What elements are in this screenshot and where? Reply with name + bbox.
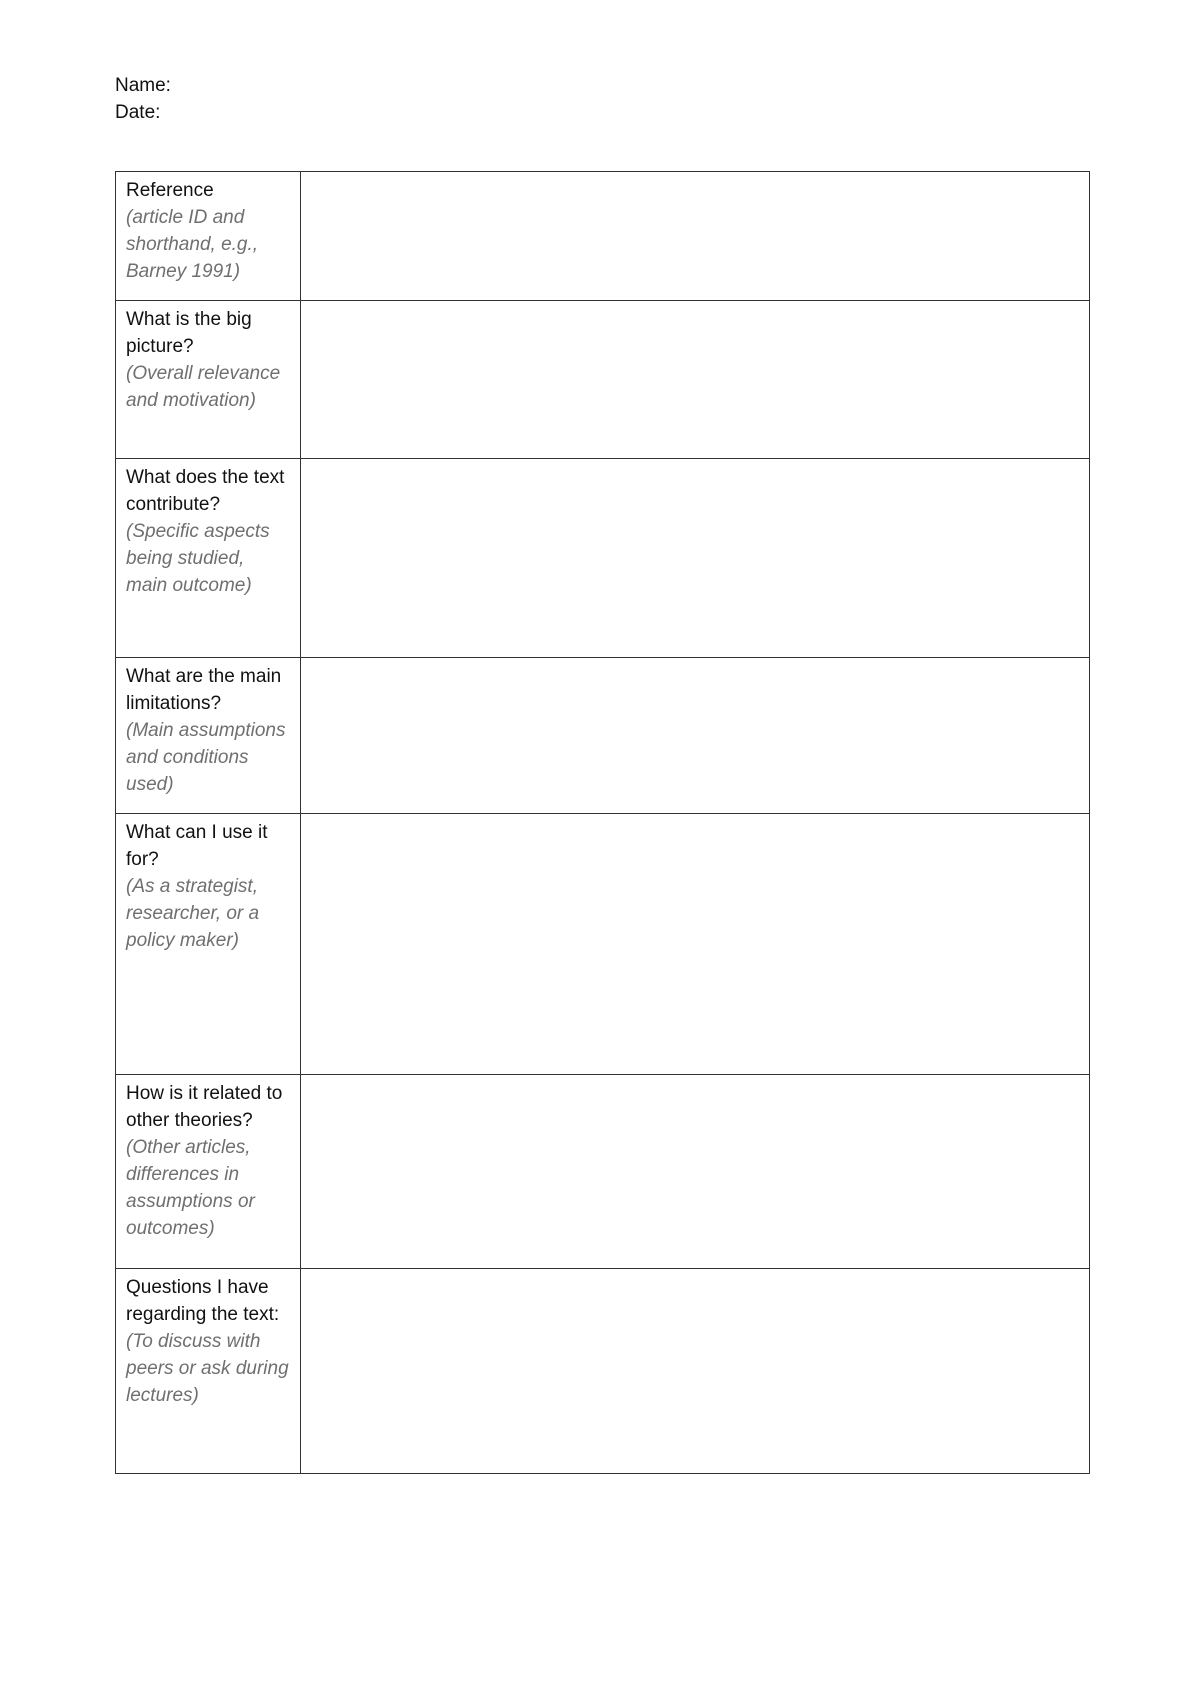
row-label-cell xyxy=(116,814,301,1075)
hint-text: (Specific aspects being studied, main outcome) xyxy=(126,521,270,596)
row-label-cell xyxy=(116,301,301,459)
answer-cell[interactable] xyxy=(301,1075,1090,1269)
table-row xyxy=(116,1075,1090,1269)
question-text: What can I use it for? xyxy=(126,822,268,870)
date-label: Date: xyxy=(115,102,161,123)
hint-text: (Main assumptions and conditions used) xyxy=(126,720,286,795)
question-text: What are the main limitations? xyxy=(126,666,282,714)
row-label-cell xyxy=(116,459,301,658)
hint-text: (As a strategist, researcher, or a policy maker) xyxy=(126,876,260,951)
table-row xyxy=(116,814,1090,1075)
hint-text: (Other articles, differences in assumptions or outcomes) xyxy=(126,1137,255,1239)
answer-cell[interactable] xyxy=(301,814,1090,1075)
table-row xyxy=(116,1269,1090,1474)
hint-text: (To discuss with peers or ask during lectures) xyxy=(126,1331,289,1406)
document-header xyxy=(115,72,171,126)
table-row xyxy=(116,459,1090,658)
table-row xyxy=(116,172,1090,301)
hint-text: (Overall relevance and motivation) xyxy=(126,363,281,411)
question-text: What does the text contribute? xyxy=(126,467,285,515)
row-label-cell xyxy=(116,1269,301,1474)
question-text: Questions I have regarding the text: xyxy=(126,1277,280,1325)
reading-summary-table xyxy=(115,171,1090,1474)
answer-cell[interactable] xyxy=(301,172,1090,301)
table-row xyxy=(116,658,1090,814)
answer-cell[interactable] xyxy=(301,658,1090,814)
hint-text: (article ID and shorthand, e.g., Barney 1991) xyxy=(126,207,259,282)
question-text: Reference xyxy=(126,180,214,201)
answer-cell[interactable] xyxy=(301,301,1090,459)
question-text: How is it related to other theories? xyxy=(126,1083,283,1131)
row-label-cell xyxy=(116,658,301,814)
answer-cell[interactable] xyxy=(301,459,1090,658)
question-text: What is the big picture? xyxy=(126,309,252,357)
name-label: Name: xyxy=(115,75,171,96)
row-label-cell xyxy=(116,1075,301,1269)
row-label-cell xyxy=(116,172,301,301)
table-row xyxy=(116,301,1090,459)
answer-cell[interactable] xyxy=(301,1269,1090,1474)
